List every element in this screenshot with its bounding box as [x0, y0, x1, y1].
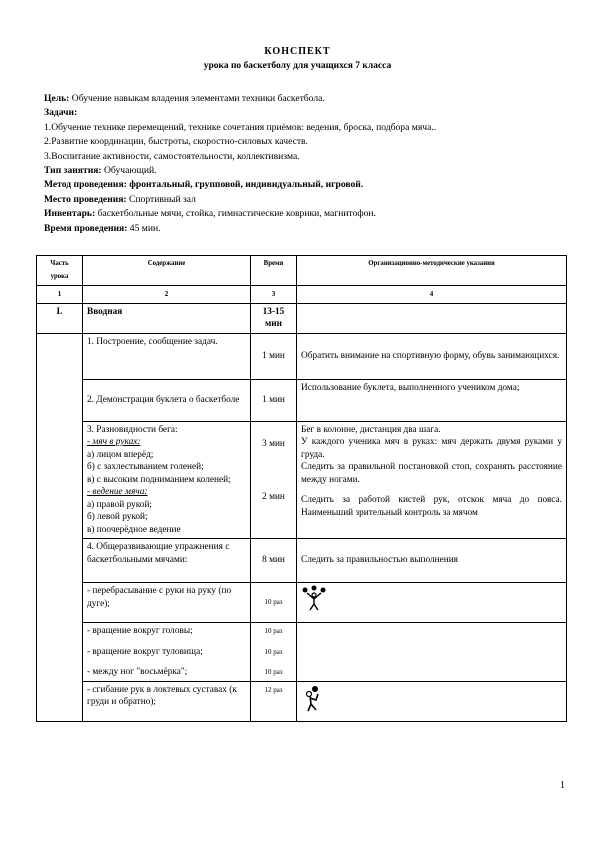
equipment-line	[44, 207, 564, 221]
time-text: 45 мин.	[127, 222, 161, 234]
row-time: 1 мин	[251, 333, 297, 379]
arm-bend-figure-icon	[301, 684, 562, 712]
row-notes: Использование буклета, выполненного учеником дома;	[297, 379, 567, 421]
place-label: Место проведения:	[44, 193, 127, 205]
row-time: 10 раз 10 раз 10 раз	[251, 623, 297, 682]
doc-title: КОНСПЕКТ	[264, 46, 331, 57]
row-time: 10 раз	[251, 583, 297, 623]
header-part: Часть урока	[37, 256, 83, 286]
row-content: 4. Общеразвивающие упражнения с баскетбольными мячами:	[83, 539, 251, 583]
table-row	[37, 623, 567, 682]
equipment-label: Инвентарь:	[44, 208, 96, 220]
lesson-plan-table	[36, 255, 567, 722]
col-number-1: 1	[37, 286, 83, 304]
row-time: 12 раз	[251, 681, 297, 721]
row-notes: Следить за правильностью выполнения	[297, 539, 567, 583]
method-line: Метод проведения: фронтальный, групповой, индивидуальный, игровой.	[44, 179, 364, 191]
section-row	[37, 303, 567, 333]
lesson-info	[44, 92, 564, 236]
time-label: Время проведения:	[44, 222, 128, 234]
table-row	[37, 421, 567, 539]
section-time: 13-15 мин	[251, 303, 297, 333]
header-content: Содержание	[83, 256, 251, 286]
place-line	[44, 193, 564, 207]
section-name: Вводная	[83, 303, 251, 333]
time-line	[44, 222, 564, 236]
column-numbers-row	[37, 286, 567, 304]
row-content: - вращение вокруг головы; - вращение вокруг туловища; - между ног "восьмёрка";	[83, 623, 251, 682]
equipment-text: баскетбольные мячи, стойка, гимнастические коврики, магнитофон.	[95, 208, 376, 220]
row-content: 3. Разновидности бега: - мяч в руках: а) лицом вперёд; б) с захлестыванием голеней; в) с высоким подниманием коленей; - ведение мяча: а) правой рукой; б) левой рукой; в) поочерёдное ведение	[83, 421, 251, 539]
place-text: Спортивный зал	[126, 193, 196, 205]
type-label: Тип занятия:	[44, 165, 102, 177]
tasks-label: Задачи:	[44, 107, 78, 119]
type-text: Обучающий.	[101, 165, 157, 177]
row-content: 1. Построение, сообщение задач.	[83, 333, 251, 379]
section-number: I.	[37, 303, 83, 333]
row-time: 8 мин	[251, 539, 297, 583]
table-row	[37, 681, 567, 721]
row-time: 3 мин 2 мин	[251, 421, 297, 539]
doc-subtitle: урока по баскетболу для учащихся 7 класса	[203, 61, 392, 71]
row-content: - перебрасывание с руки на руку (по дуге);	[83, 583, 251, 623]
task-3: 3.Воспитание активности, самостоятельности, коллективизма.	[44, 150, 300, 162]
row-content: 2. Демонстрация буклета о баскетболе	[83, 379, 251, 421]
goal-line	[44, 92, 564, 106]
task-1: 1.Обучение технике перемещений, технике сочетания приёмов: ведения, броска, подбора мяча..	[44, 121, 437, 133]
table-row	[37, 583, 567, 623]
table-header-row	[37, 256, 567, 286]
goal-label: Цель:	[44, 93, 70, 104]
table-row	[37, 539, 567, 583]
col-number-4: 4	[297, 286, 567, 304]
juggling-figure-icon	[301, 585, 562, 611]
row-notes: Бег в колонне, дистанция два шага. У каждого ученика мяч в руках: мяч держать двумя руками у груда. Следить за правильной постановкой стоп, сохранять расстояние между ногами. Следить за работой кистей рук, отскок мяча до пояса. Наименьший зрительный контроль за мячом	[297, 421, 567, 539]
goal-text: Обучение навыкам владения элементами техники баскетбола.	[69, 93, 325, 104]
row-notes: Обратить внимание на спортивную форму, обувь занимающихся.	[297, 333, 567, 379]
table-row	[37, 333, 567, 379]
header-time: Время	[251, 256, 297, 286]
col-number-3: 3	[251, 286, 297, 304]
row-time: 1 мин	[251, 379, 297, 421]
page-number: 1	[560, 780, 565, 791]
table-row	[37, 379, 567, 421]
col-number-2: 2	[83, 286, 251, 304]
task-2: 2.Развитие координации, быстроты, скоростно-силовых качеств.	[44, 136, 308, 148]
row-content: - сгибание рук в локтевых суставах (к груди и обратно);	[83, 681, 251, 721]
type-line	[44, 164, 564, 178]
header-notes: Организационно-методические указания	[297, 256, 567, 286]
